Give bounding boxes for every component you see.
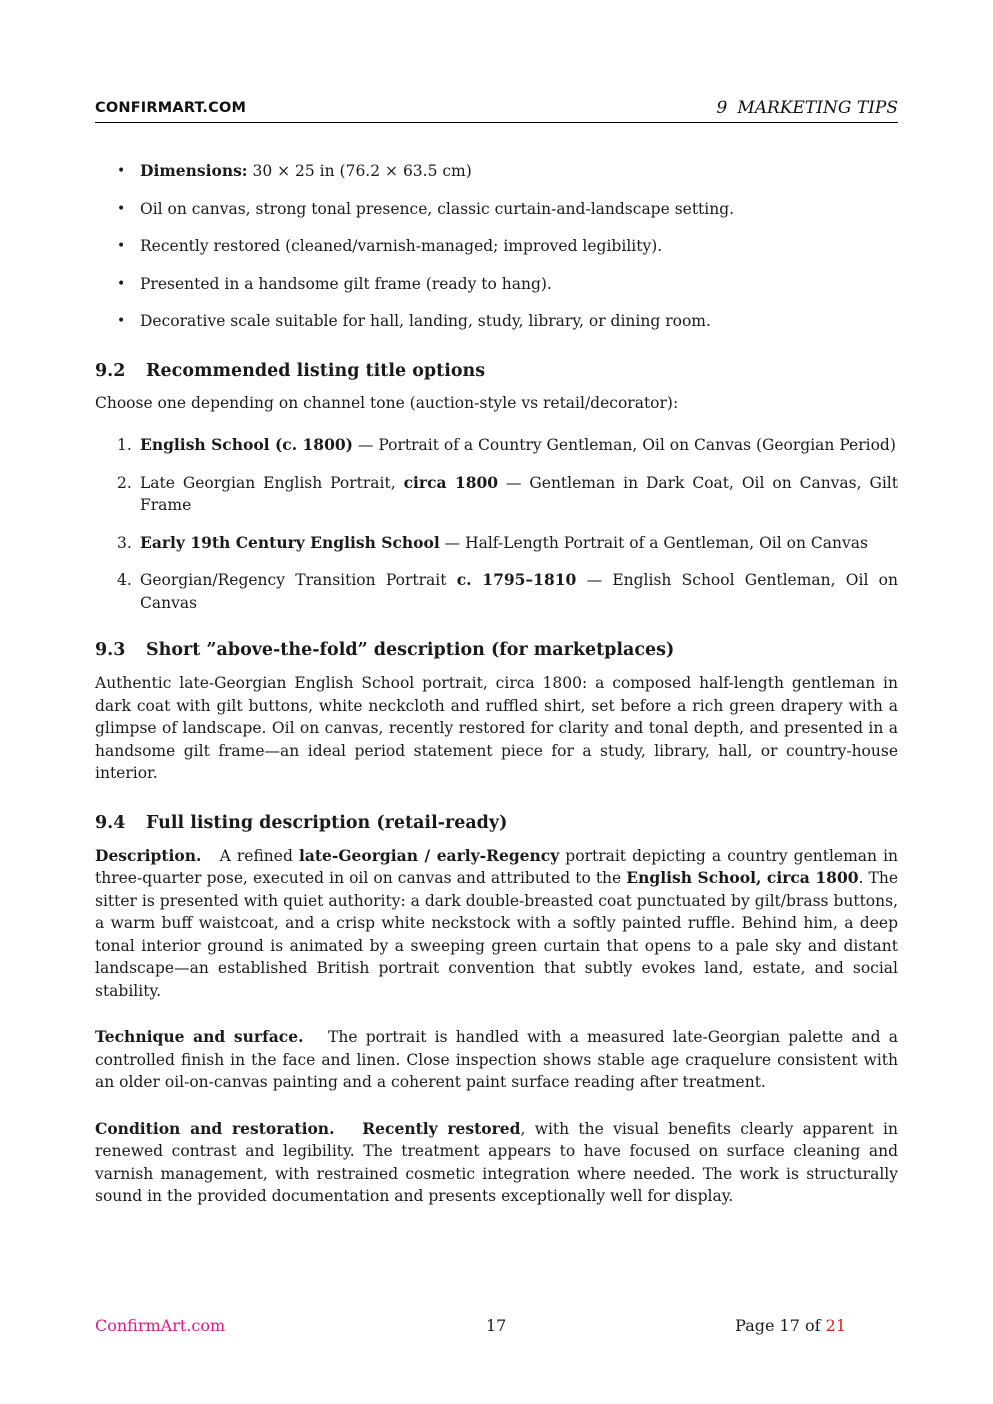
feature-list [95,160,898,333]
item-bold: English School (c. 1800) [140,435,353,454]
section-intro: Choose one depending on channel tone (auction-style vs retail/decorator): [95,393,679,412]
item-text: Georgian/Regency Transition Portrait [140,571,457,589]
section-heading-9-4 [95,811,898,835]
paragraph-text: . The sitter is presented with quiet authority: a dark double-breasted coat punctuated by gilt/brass buttons, a warm buff waistcoat, and a crisp white neckstock with a softly painted ruffle. Behind him, a deep tonal interior ground is animated by a sweeping green curtain that opens to a pale sky and distant landscape—an established British portrait convention that subtly evokes land, estate, and social stability. [95,869,898,1000]
item-text: Late Georgian English Portrait, [140,473,404,492]
running-section-title: MARKETING TIPS [737,98,898,118]
item-bold: Early 19th Century English School [140,532,440,552]
list-item [95,532,898,555]
title-options-list [95,434,898,614]
page-count-prefix: Page 17 of [735,1316,826,1335]
list-item [95,434,898,457]
list-item-text: Oil on canvas, strong tonal presence, classic curtain-and-landscape setting. [140,199,735,218]
description-paragraph [95,845,898,1003]
item-number: 1. [117,436,132,454]
list-item [95,235,898,258]
section-title: Full listing description (retail-ready) [146,812,508,833]
section-title: Short ”above-the-fold” description (for marketplaces) [146,640,675,660]
running-section-number: 9 [716,98,728,118]
list-item-label: Dimensions: [140,161,248,180]
paragraph-text: , with the visual benefits clearly apparent in renewed contrast and legibility. The treatment appears to have focused on surface cleaning and varnish management, with restrained cosmetic integration where needed. The work is structurally sound in the provided documentation and presents exceptionally well for display. [95,1119,898,1205]
list-item [95,160,898,183]
item-text: — Gentleman in Dark Coat, Oil on Canvas, Gilt Frame [140,473,898,514]
paragraph-bold: Recently restored [362,1118,521,1138]
list-item [95,472,898,517]
section-heading-9-3 [95,638,898,662]
item-bold: circa 1800 [403,472,499,492]
list-item-text: 30 × 25 in (76.2 × 63.5 cm) [247,162,472,180]
item-text: — Half-Length Portrait of a Gentleman, Oil on Canvas [439,533,868,552]
footer-site-link[interactable]: ConfirmArt.com [95,1316,226,1335]
paragraph-bold: late-Georgian / early-Regency [298,845,560,865]
section-number: 9.3 [95,640,126,660]
item-number: 4. [117,571,132,589]
item-number: 3. [117,533,132,552]
paragraph-text: portrait depicting a country gentleman in three-quarter pose, executed in oil on canvas and attributed to the [95,846,899,887]
page-total-link[interactable]: 21 [825,1316,846,1335]
condition-paragraph [95,1118,898,1208]
short-description: Authentic late-Georgian English School portrait, circa 1800: a composed half-length gentleman in dark coat with gilt buttons, white neckcloth and ruffled shirt, set before a rich green drapery with a glimpse of landscape. Oil on canvas, recently restored for clarity and tonal depth, and presented in a handsome gilt frame—an ideal period statement piece for a study, library, hall, or country-house interior. [95,674,898,782]
list-item [95,310,898,333]
item-bold: c. 1795–1810 [456,570,577,589]
list-item [95,198,898,221]
paragraph-bold: English School, circa 1800 [626,868,859,887]
section-number: 9.2 [95,360,126,381]
section-title: Recommended listing title options [146,360,486,381]
list-item-text: Presented in a handsome gilt frame (ready to hang). [140,274,552,293]
list-item [95,569,898,614]
list-item-text: Decorative scale suitable for hall, landing, study, library, or dining room. [140,312,711,330]
item-number: 2. [117,473,132,492]
item-text: — English School Gentleman, Oil on Canvas [140,571,898,612]
list-item-text: Recently restored (cleaned/varnish-managed; improved legibility). [140,237,663,255]
section-heading-9-2 [95,359,898,383]
footer-page-number: 17 [486,1316,507,1335]
paragraph-label: Description. [95,845,202,865]
paragraph-text: A refined [219,846,299,865]
section-number: 9.4 [95,812,126,833]
footer-page-count [735,1316,846,1335]
item-text: — Portrait of a Country Gentleman, Oil on Canvas (Georgian Period) [353,436,896,454]
paragraph-label: Condition and restoration. [95,1118,335,1138]
page-body [95,160,898,1208]
paragraph-text: The portrait is handled with a measured late-Georgian palette and a controlled finish in the face and linen. Close inspection shows stable age craquelure consistent with an older oil-on-canvas painting and a coherent paint surface reading after treatment. [95,1028,898,1091]
list-item [95,273,898,296]
technique-paragraph [95,1026,898,1094]
page-header [95,98,898,123]
paragraph-label: Technique and surface. [95,1027,304,1046]
running-header [717,98,898,118]
site-logo: CONFIRMART.COM [95,100,247,116]
